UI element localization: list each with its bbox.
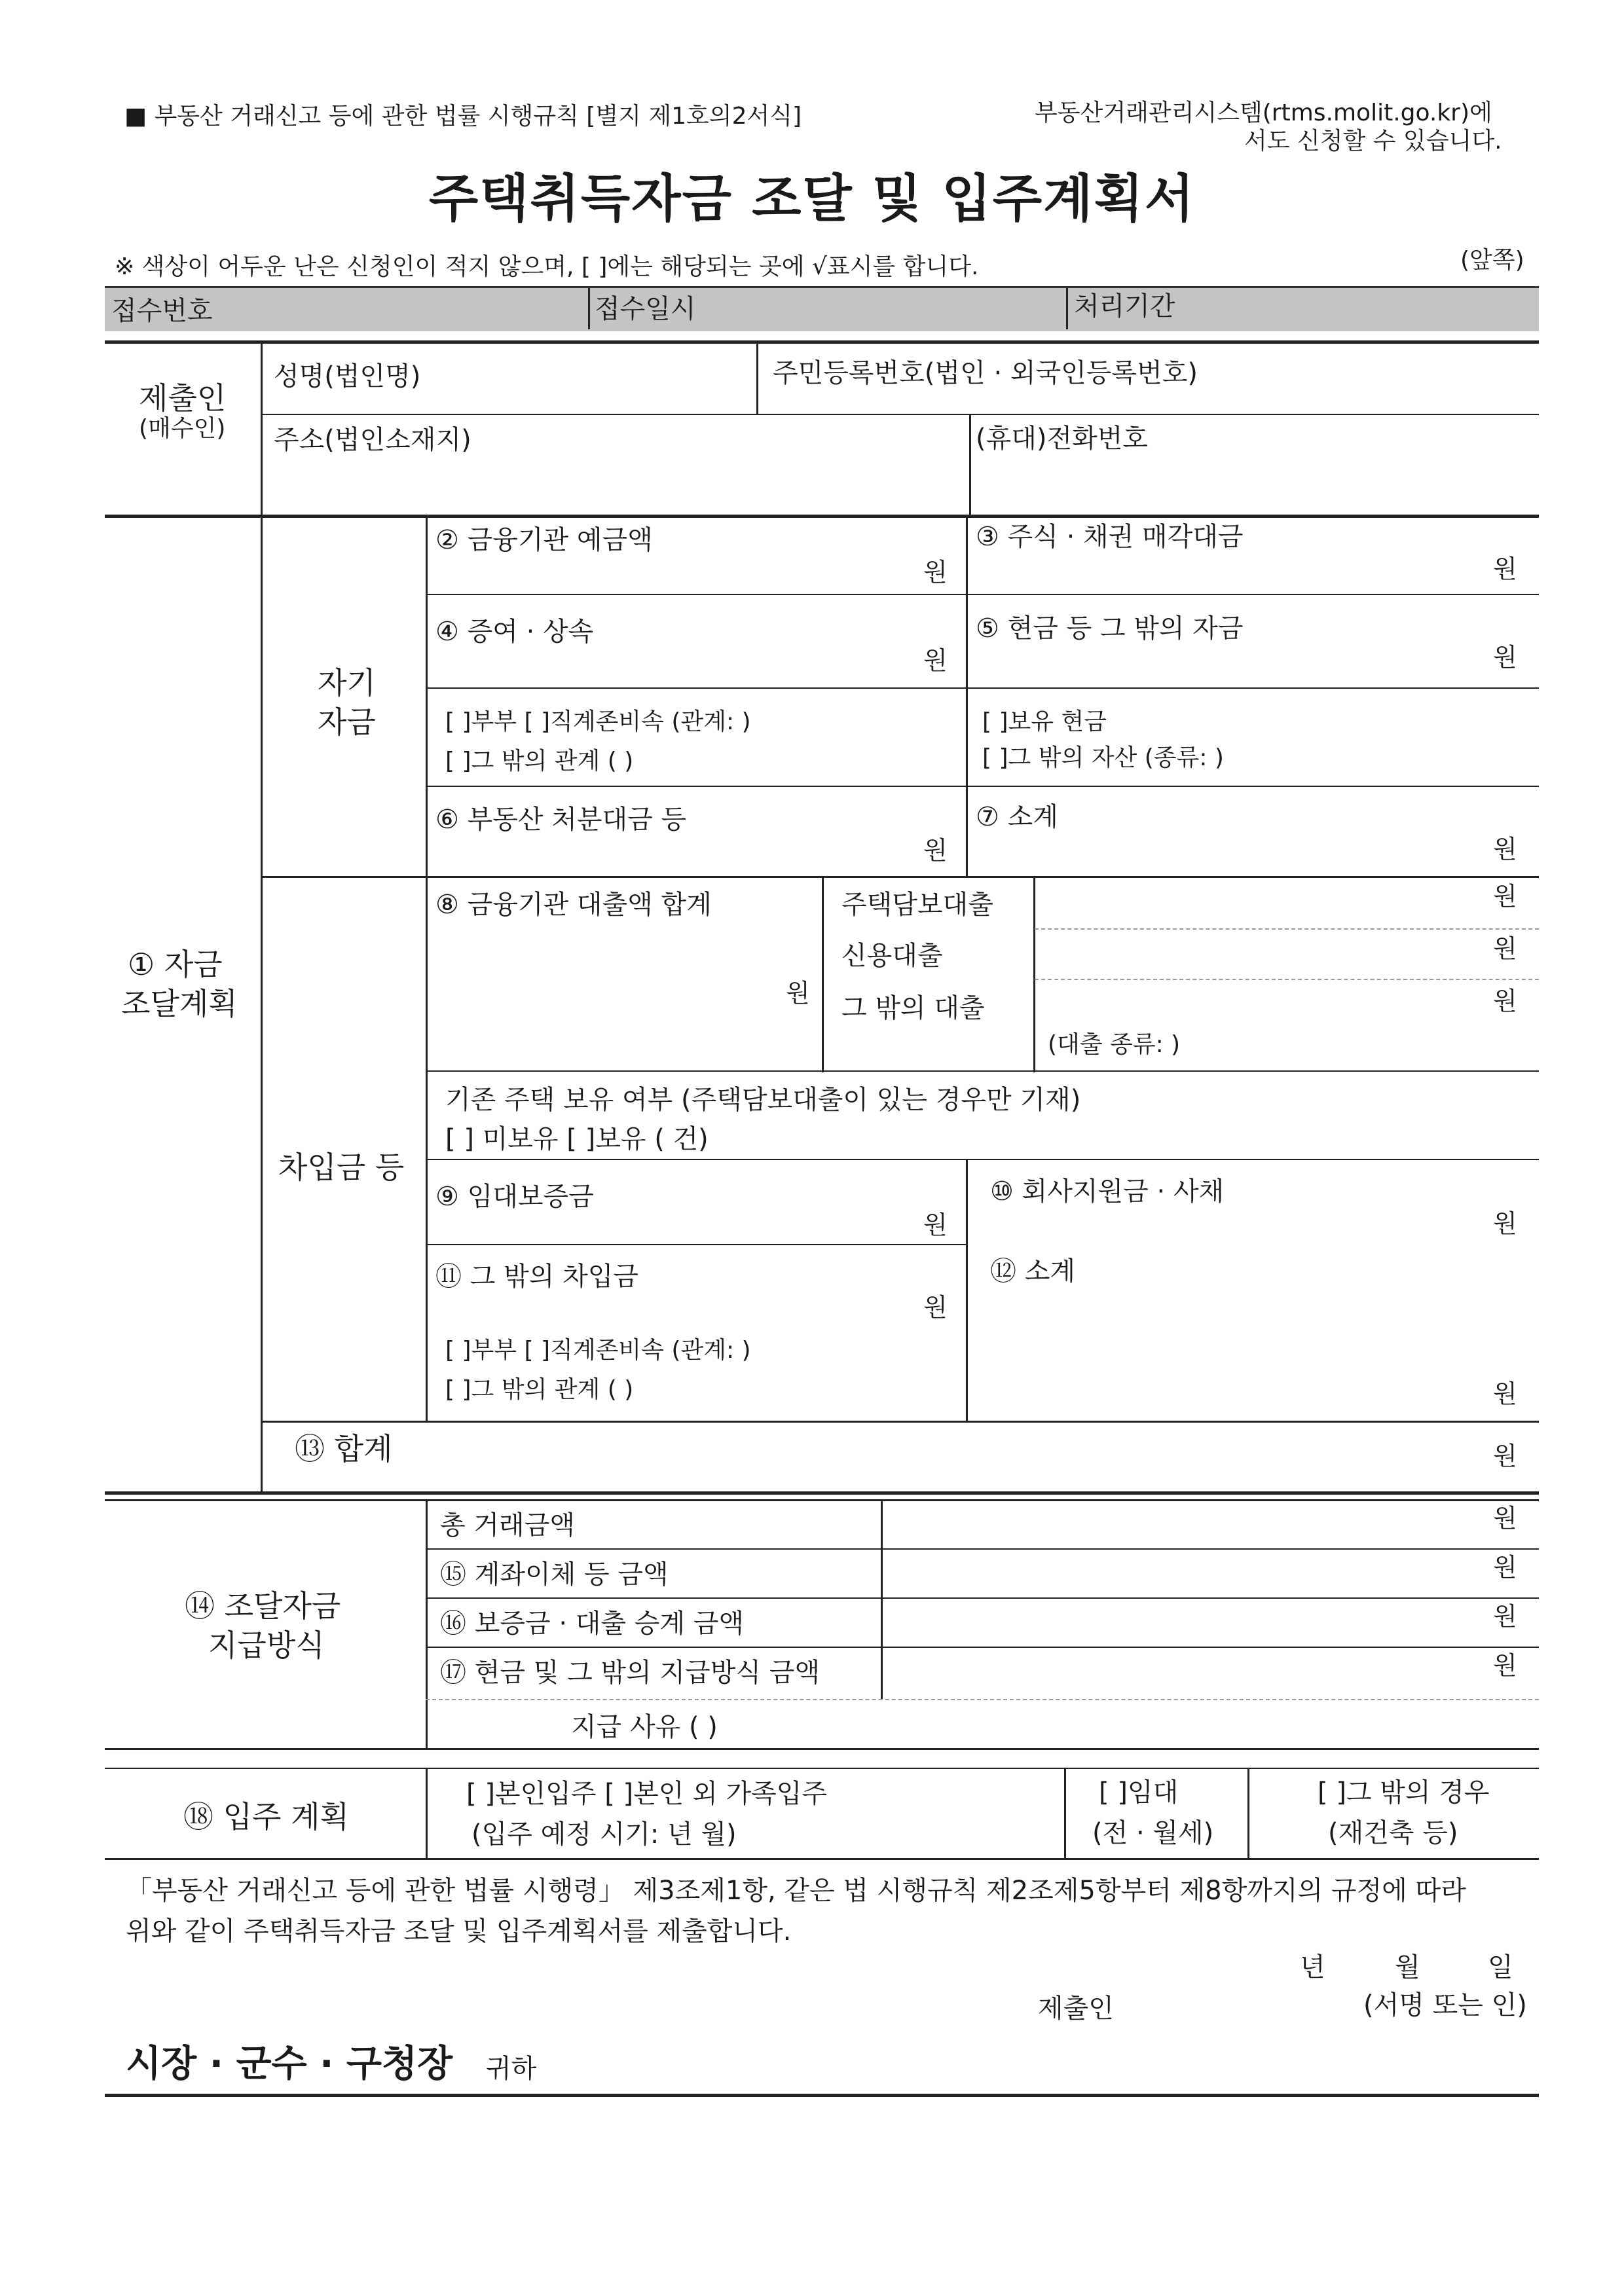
won-unit: 원: [923, 1293, 948, 1322]
payment-reason-field[interactable]: 지급 사유 ( ): [571, 1712, 718, 1742]
housing-owned-question: 기존 주택 보유 여부 (주택담보대출이 있는 경우만 기재): [445, 1085, 1081, 1115]
transfer-amount-label: ⑮ 계좌이체 등 금액: [440, 1559, 669, 1590]
total-trade-amount-label: 총 거래금액: [440, 1510, 575, 1540]
mortgage-loan-label: 주택담보대출: [841, 890, 993, 920]
date-month-label: 월: [1395, 1952, 1420, 1982]
date-year-label: 년: [1300, 1952, 1325, 1982]
won-unit: 원: [786, 979, 810, 1008]
online-note-line2: 서도 신청할 수 있습니다.: [1244, 128, 1502, 155]
loan-kind-field[interactable]: (대출 종류: ): [1048, 1031, 1181, 1058]
gift-relation-checkbox-line1[interactable]: [ ]부부 [ ]직계존비속 (관계: ): [445, 708, 751, 735]
won-unit: 원: [923, 558, 948, 587]
declaration-line1: 「부동산 거래신고 등에 관한 법률 시행령」 제3조제1항, 같은 법 시행규칙 제2조제5항부터 제8항까지의 규정에 따라: [126, 1876, 1466, 1906]
real-estate-proceeds-label: ⑥ 부동산 처분대금 등: [435, 805, 687, 835]
own-funds-label-line2: 자금: [318, 704, 376, 740]
payment-method-label-line1: ⑭ 조달자금: [185, 1588, 341, 1624]
won-unit: 원: [923, 646, 948, 675]
cash-other-payment-label: ⑰ 현금 및 그 밖의 지급방식 금액: [440, 1658, 820, 1688]
funding-plan-label-line1: ① 자금: [128, 947, 223, 982]
date-day-label: 일: [1488, 1952, 1513, 1982]
company-loan-label: ⑩ 회사지원금 · 사채: [990, 1176, 1225, 1207]
assumption-amount-label: ⑯ 보증금 · 대출 승계 금액: [440, 1609, 745, 1639]
receipt-date-label: 접수일시: [595, 294, 696, 324]
declaration-line2: 위와 같이 주택취득자금 조달 및 입주계획서를 제출합니다.: [126, 1916, 792, 1946]
page-title: 주택취득자금 조달 및 입주계획서: [428, 170, 1196, 228]
housing-owned-checkboxes[interactable]: [ ] 미보유 [ ]보유 ( 건): [445, 1124, 709, 1154]
other-case-checkbox[interactable]: [ ]그 밖의 경우: [1318, 1777, 1490, 1808]
page-side: (앞쪽): [1460, 247, 1524, 274]
name-field-label: 성명(법인명): [274, 361, 421, 392]
won-unit: 원: [1493, 1504, 1517, 1533]
occupancy-plan-label: ⑱ 입주 계획: [183, 1799, 349, 1834]
borrow-relation-checkbox-line2[interactable]: [ ]그 밖의 관계 ( ): [445, 1376, 634, 1403]
grand-total-label: ⑬ 합계: [295, 1431, 393, 1467]
won-unit: 원: [1493, 555, 1517, 583]
cash-other-funds-label: ⑤ 현금 등 그 밖의 자금: [976, 613, 1244, 644]
cash-type-checkbox-line1[interactable]: [ ]보유 현금: [982, 708, 1107, 735]
won-unit: 원: [1493, 1553, 1517, 1582]
credit-loan-label: 신용대출: [841, 941, 943, 971]
stocks-bonds-label: ③ 주식 · 채권 매각대금: [976, 522, 1244, 552]
other-case-example: (재건축 등): [1328, 1818, 1458, 1848]
lease-checkbox[interactable]: [ ]임대: [1099, 1777, 1179, 1808]
other-loan-label: 그 밖의 대출: [841, 993, 985, 1023]
gift-inheritance-label: ④ 증여 · 상속: [435, 617, 594, 647]
submitter-sublabel: (매수인): [139, 415, 226, 442]
lease-type-label: (전 · 월세): [1092, 1818, 1214, 1848]
borrowed-subtotal-label: ⑫ 소계: [990, 1256, 1075, 1286]
won-unit: 원: [1493, 987, 1517, 1015]
addressee: 시장 · 군수 · 구청장: [126, 2043, 453, 2085]
self-occupancy-checkboxes[interactable]: [ ]본인입주 [ ]본인 외 가족입주: [466, 1779, 828, 1809]
address-field-label: 주소(법인소재지): [274, 425, 471, 455]
won-unit: 원: [923, 836, 948, 865]
receipt-number-label: 접수번호: [111, 296, 213, 326]
submitter-label: 제출인: [139, 380, 227, 416]
own-funds-label-line1: 자기: [318, 665, 376, 701]
borrowed-funds-label: 차입금 등: [278, 1150, 405, 1185]
cash-type-checkbox-line2[interactable]: [ ]그 밖의 자산 (종류: ): [982, 744, 1224, 771]
resident-number-field-label: 주민등록번호(법인 · 외국인등록번호): [773, 358, 1198, 388]
won-unit: 원: [923, 1211, 948, 1239]
gift-relation-checkbox-line2[interactable]: [ ]그 밖의 관계 ( ): [445, 748, 634, 774]
loans-total-label: ⑧ 금융기관 대출액 합계: [435, 890, 712, 920]
other-borrowing-label: ⑪ 그 밖의 차입금: [435, 1262, 638, 1292]
deposits-label: ② 금융기관 예금액: [435, 525, 653, 555]
addressee-honorific: 귀하: [486, 2054, 537, 2084]
online-note-line1: 부동산거래관리시스템(rtms.molit.go.kr)에: [1035, 100, 1492, 126]
borrow-relation-checkbox-line1[interactable]: [ ]부부 [ ]직계존비속 (관계: ): [445, 1337, 751, 1364]
receipt-bar: [105, 286, 1539, 331]
won-unit: 원: [1493, 882, 1517, 911]
won-unit: 원: [1493, 1209, 1517, 1238]
legal-basis: ■ 부동산 거래신고 등에 관한 법률 시행규칙 [별지 제1호의2서식]: [124, 103, 802, 130]
won-unit: 원: [1493, 1602, 1517, 1631]
signature-or-seal-field[interactable]: (서명 또는 인): [1363, 1990, 1527, 2020]
won-unit: 원: [1493, 835, 1517, 864]
instruction-note: ※ 색상이 어두운 난은 신청인이 적지 않으며, [ ]에는 해당되는 곳에 √표시를 합니다.: [115, 253, 979, 280]
won-unit: 원: [1493, 1442, 1517, 1470]
won-unit: 원: [1493, 643, 1517, 672]
submitter-sign-label: 제출인: [1038, 1994, 1114, 2024]
payment-method-label-line2: 지급방식: [208, 1628, 325, 1663]
won-unit: 원: [1493, 1651, 1517, 1680]
won-unit: 원: [1493, 934, 1517, 963]
phone-field-label: (휴대)전화번호: [976, 424, 1149, 454]
processing-period-label: 처리기간: [1074, 291, 1175, 321]
won-unit: 원: [1493, 1379, 1517, 1408]
own-funds-subtotal-label: ⑦ 소계: [976, 802, 1058, 832]
funding-plan-label-line2: 조달계획: [121, 986, 238, 1021]
occupancy-date-field[interactable]: (입주 예정 시기: 년 월): [471, 1819, 737, 1850]
lease-deposit-label: ⑨ 임대보증금: [435, 1182, 594, 1212]
